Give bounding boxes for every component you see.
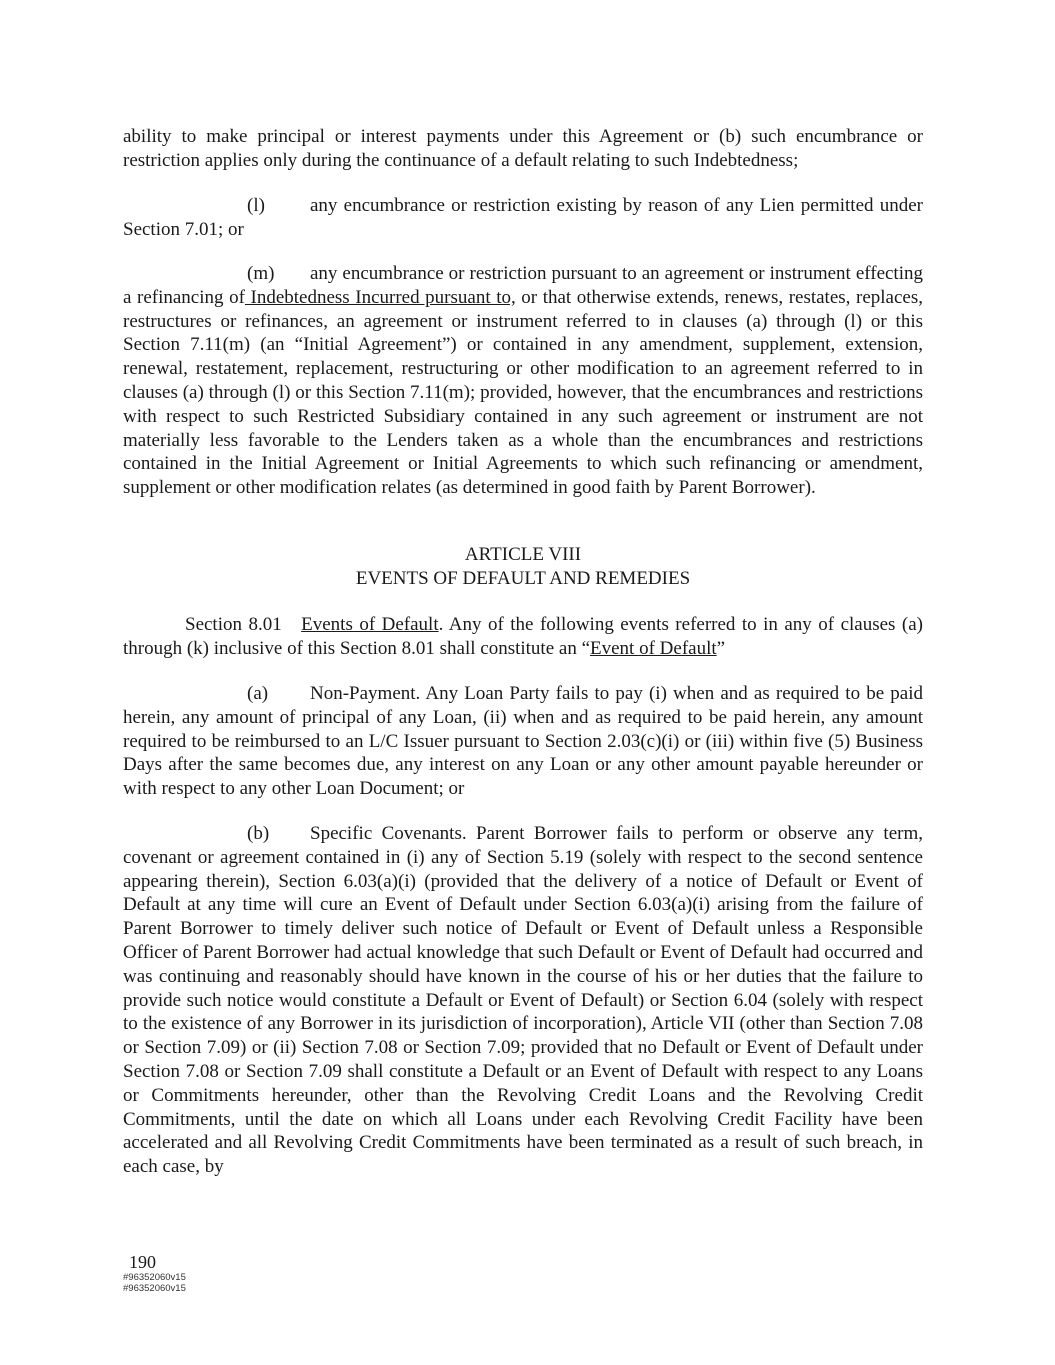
clause-m-text-1: any encumbrance or restriction pursuant to an agreement or instrument effecting a refinancing of [123, 263, 923, 308]
article-title: ARTICLE VIII [464, 544, 582, 565]
clause-b [123, 822, 923, 1179]
section-8-01 [123, 613, 923, 661]
clause-a [123, 682, 923, 801]
clause-a-text: Non-Payment. Any Loan Party fails to pay (i) when and as required to be paid herein, any amount of principal of any Loan, (ii) when and as required to be paid herein, any amount required to be reimbursed to an L/C Issuer pursuant to Section 2.03(c)(i) or (iii) within five (5) Business Days after the same becomes due, any interest on any Loan or any other amount payable hereunder or with respect to any other Loan Document; or [123, 683, 923, 800]
clause-m-text-2: or that otherwise extends, renews, restates, replaces, restructures or refinances, an agreement or instrument referred to in clauses (a) through (l) or this Section 7.11(m) (an “Initial Agreement”) or contained in any amendment, supplement, extension, renewal, restatement, replacement, restructuring or other modification to an agreement referred to in clauses (a) through (l) or this Section 7.11(m); provided, however, that the encumbrances and restrictions with respect to such Restricted Subsidiary contained in any such agreement or instrument are not materially less favorable to the Lenders taken as a whole than the encumbrances and restrictions contained in the Initial Agreement or Initial Agreements to which such refinancing or amendment, supplement or other modification relates (as determined in good faith by Parent Borrower). [123, 286, 923, 499]
clause-b-text: Specific Covenants. Parent Borrower fails to perform or observe any term, covenant or agreement contained in (i) any of Section 5.19 (solely with respect to the second sentence appearing therein), Section 6.03(a)(i) (provided that the delivery of a notice of Default or Event of Default at any time will cure an Event of Default under Section 6.03(a)(i) arising from the failure of Parent Borrower to timely deliver such notice of Default or Event of Default unless a Responsible Officer of Parent Borrower had actual knowledge that such Default or Event of Default had occurred and was continuing and reasonably should have known in the course of his or her duties that the failure to provide such notice would constitute a Default or Event of Default) or Section 6.04 (solely with respect to the existence of any Borrower in its jurisdiction of incorporation), Article VII (other than Section 7.08 or Section 7.09) or (ii) Section 7.08 or Section 7.09; provided that no Default or Event of Default under Section 7.08 or Section 7.09 shall constitute a Default or an Event of Default with respect to any Loans or Commitments hereunder, other than the Revolving Credit Loans and the Revolving Credit Commitments, until the date on which all Loans under each Revolving Credit Facility have been accelerated and all Revolving Credit Commitments have been terminated as a result of such breach, in each case, by [123, 823, 923, 1178]
clause-m-label: (m) [247, 263, 275, 284]
section-number: Section 8.01 [185, 614, 282, 635]
clause-l [123, 194, 923, 242]
clause-b-label: (b) [247, 823, 270, 844]
clause-l-label: (l) [247, 195, 265, 216]
article-subtitle: EVENTS OF DEFAULT AND REMEDIES [355, 568, 691, 589]
paragraph-continuation: ability to make principal or interest payments under this Agreement or (b) such encumbrance or restriction applies only during the continuance of a default relating to such Indebtedness; [123, 126, 923, 171]
clause-m [123, 262, 923, 500]
section-text-1: . Any of the following events referred to in any of clauses (a) through (k) inclusive of this Section 8.01 shall constitute an “ [123, 614, 924, 659]
section-defined-term: Event of Default [590, 637, 717, 659]
page-footer [123, 1252, 186, 1294]
clause-l-text: any encumbrance or restriction existing by reason of any Lien permitted under Section 7.01; or [123, 195, 923, 240]
page-number: 190 [129, 1252, 156, 1272]
clause-m-underlined-insertion: Indebtedness Incurred pursuant to, [244, 286, 516, 308]
document-id-repeat: #96352060v15 [123, 1283, 186, 1294]
section-text-2: ” [716, 637, 726, 659]
clause-a-label: (a) [247, 683, 269, 704]
section-heading: Events of Default [301, 614, 439, 635]
document-id: #96352060v15 [123, 1272, 186, 1283]
